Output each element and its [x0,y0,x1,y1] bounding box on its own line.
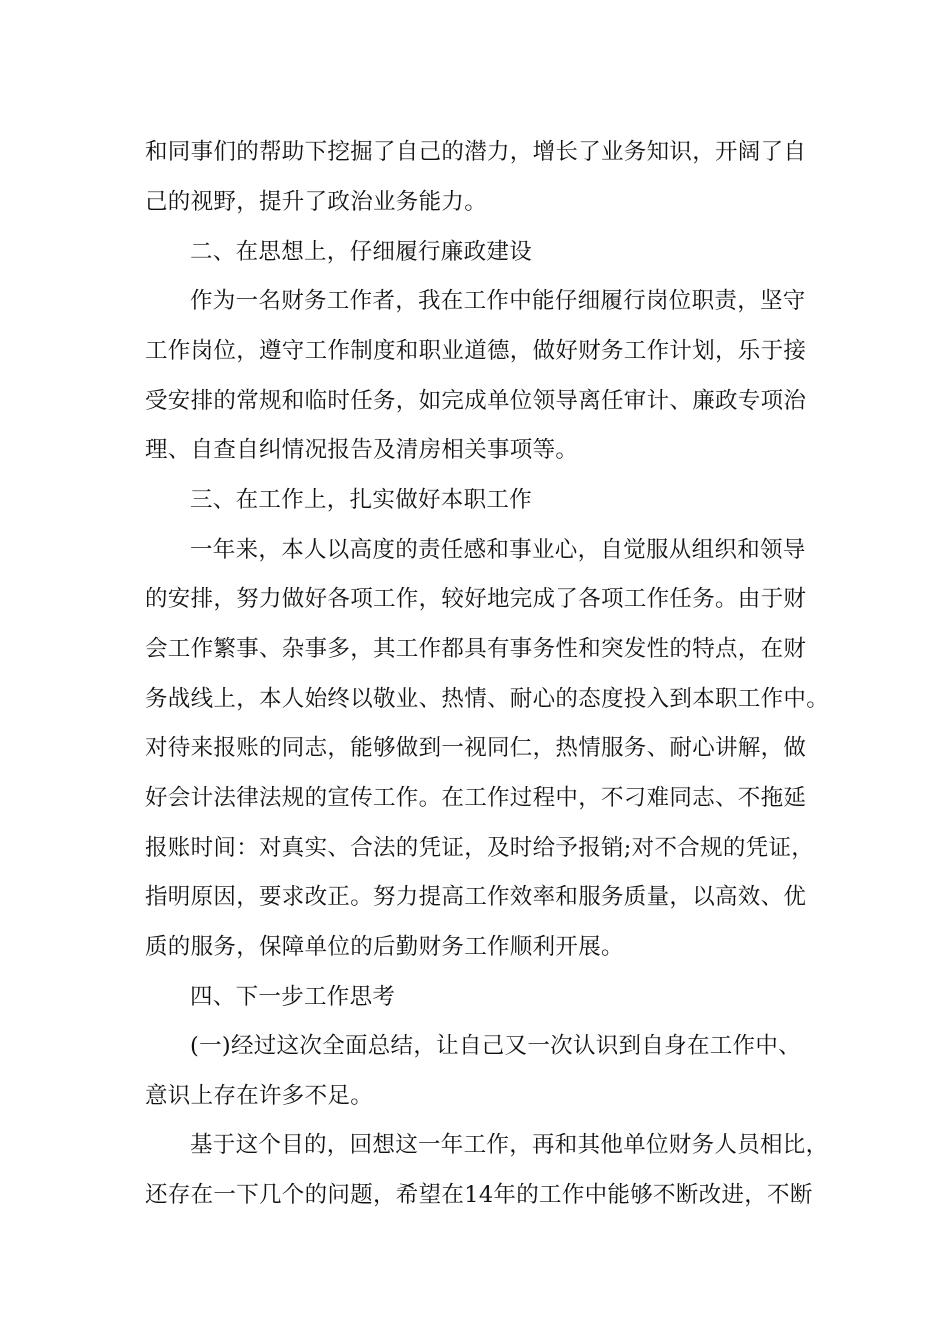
body-line: 和同事们的帮助下挖掘了自己的潜力，增长了业务知识，开阔了自 [145,139,807,165]
section-heading: 二、在思想上，仔细履行廉政建设 [190,239,533,265]
body-line: 好会计法律法规的宣传工作。在工作过程中，不刁难同志、不拖延 [145,785,807,811]
paragraph-first-line: 基于这个目的，回想这一年工作，再和其他单位财务人员相比， [190,1132,829,1158]
section-heading: 三、在工作上，扎实做好本职工作 [190,487,533,513]
section-heading: 四、下一步工作思考 [190,984,396,1010]
body-line: 理、自查自纠情况报告及清房相关事项等。 [145,437,579,463]
paragraph-first-line: 作为一名财务工作者，我在工作中能仔细履行岗位职责，坚守 [190,288,806,314]
body-line: 工作岗位，遵守工作制度和职业道德，做好财务工作计划，乐于接 [145,338,807,364]
paragraph-first-line: 一年来，本人以高度的责任感和事业心，自觉服从组织和领导 [190,537,806,563]
body-line: 指明原因，要求改正。努力提高工作效率和服务质量，以高效、优 [145,884,807,910]
body-line: 报账时间：对真实、合法的凭证，及时给予报销;对不合规的凭证， [145,835,815,861]
body-line: 务战线上，本人始终以敬业、热情、耐心的态度投入到本职工作中。 [145,686,830,712]
body-line: 对待来报账的同志，能够做到一视同仁，热情服务、耐心讲解，做 [145,735,807,761]
paragraph-first-line: (一)经过这次全面总结，让自己又一次认识到自身在工作中、 [190,1033,801,1059]
body-line: 己的视野，提升了政治业务能力。 [145,189,488,215]
body-line: 意识上存在许多不足。 [145,1083,374,1109]
body-line: 受安排的常规和临时任务，如完成单位领导离任审计、廉政专项治 [145,388,807,414]
body-line: 会工作繁事、杂事多，其工作都具有事务性和突发性的特点，在财 [145,636,807,662]
body-line: 的安排，努力做好各项工作，较好地完成了各项工作任务。由于财 [145,586,807,612]
body-line: 还存在一下几个的问题，希望在14年的工作中能够不断改进，不断 [145,1182,813,1208]
body-line: 质的服务，保障单位的后勤财务工作顺利开展。 [145,934,624,960]
